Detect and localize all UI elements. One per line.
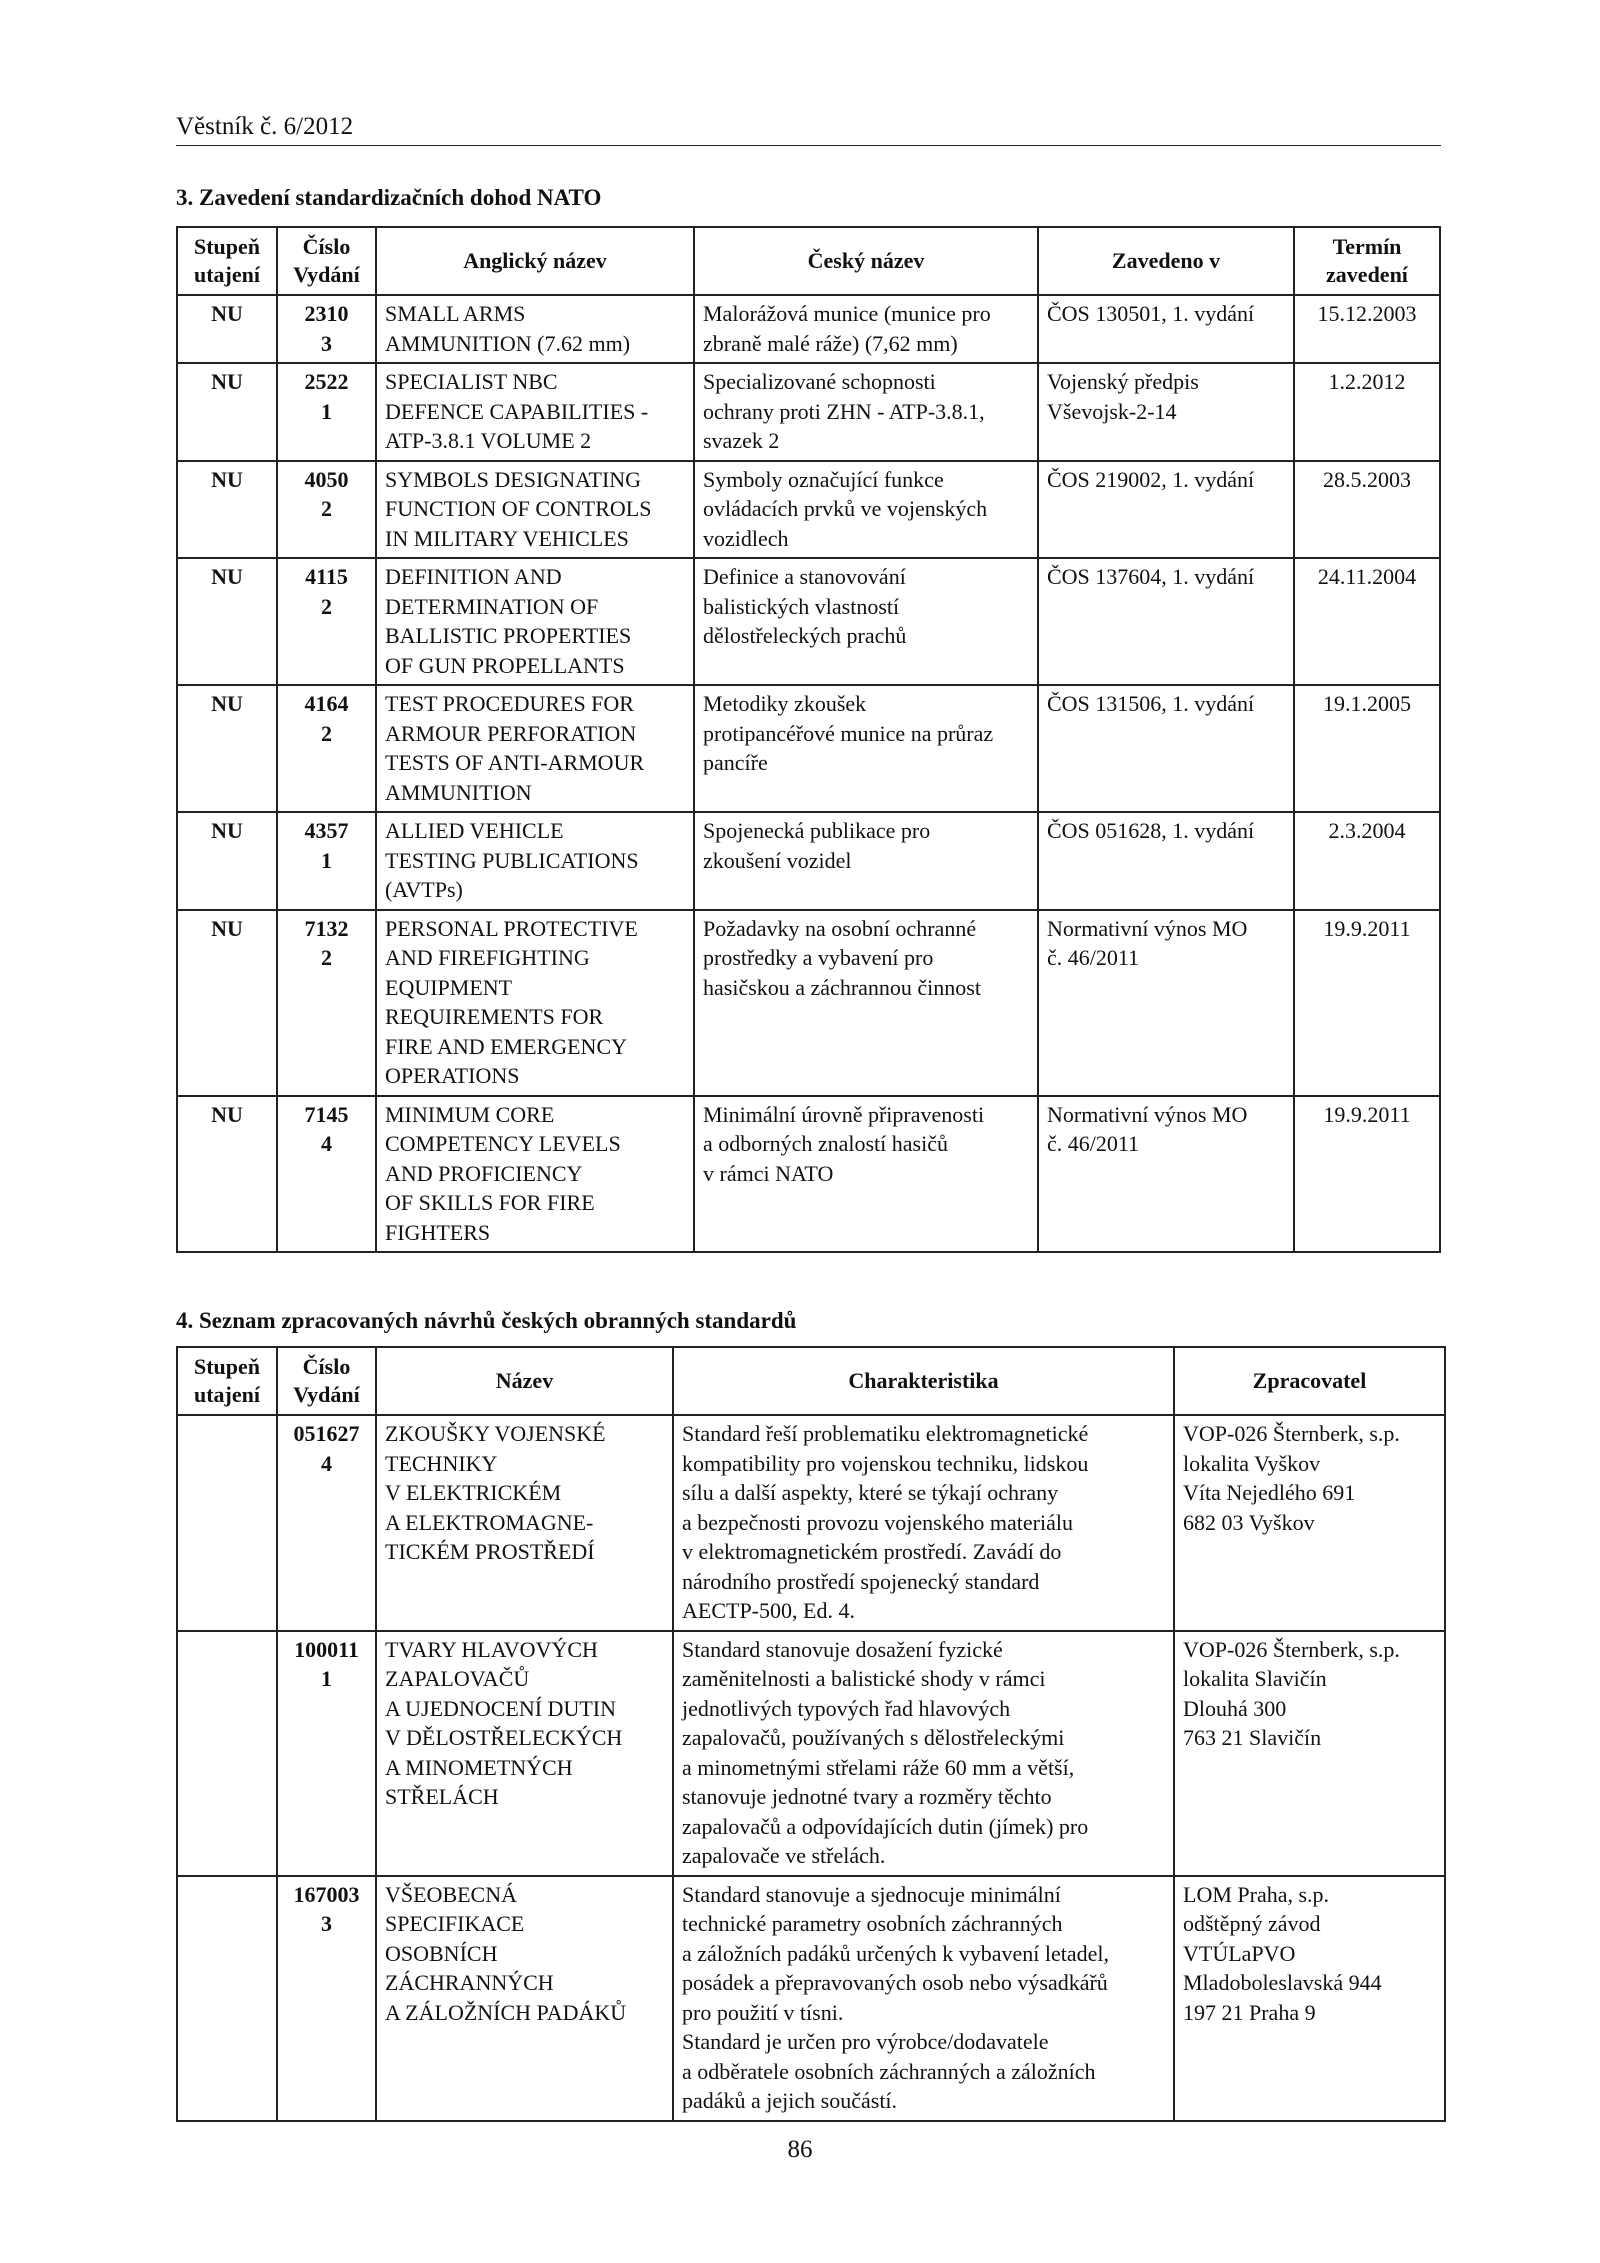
cell-cislo: 4357 1 (277, 812, 376, 910)
cell-stupen: NU (177, 1096, 277, 1253)
table-row (177, 812, 1440, 910)
cell-nazev: ZKOUŠKY VOJENSKÉ TECHNIKY V ELEKTRICKÉM A ELEKTROMAGNE- TICKÉM PROSTŘEDÍ (376, 1415, 673, 1631)
table-row (177, 1415, 1445, 1631)
cell-anglicky: SPECIALIST NBC DEFENCE CAPABILITIES - ATP-3.8.1 VOLUME 2 (376, 363, 694, 461)
cell-anglicky: DEFINITION AND DETERMINATION OF BALLISTIC PROPERTIES OF GUN PROPELLANTS (376, 558, 694, 685)
cell-cislo: 100011 1 (277, 1631, 376, 1876)
cell-cislo: 7145 4 (277, 1096, 376, 1253)
cell-zpracovatel: VOP-026 Šternberk, s.p. lokalita Slavičín Dlouhá 300 763 21 Slavičín (1174, 1631, 1445, 1876)
cell-anglicky: MINIMUM CORE COMPETENCY LEVELS AND PROFICIENCY OF SKILLS FOR FIRE FIGHTERS (376, 1096, 694, 1253)
table-header-row (177, 1347, 1445, 1415)
cell-cesky: Spojenecká publikace pro zkoušení vozidel (694, 812, 1038, 910)
cell-zavedeno: ČOS 137604, 1. vydání (1038, 558, 1294, 685)
cell-stupen (177, 1631, 277, 1876)
col-header-cislo: Číslo Vydání (277, 227, 376, 295)
col-header-nazev: Název (376, 1347, 673, 1415)
cell-cislo: 167003 3 (277, 1876, 376, 2121)
cell-anglicky: PERSONAL PROTECTIVE AND FIREFIGHTING EQUIPMENT REQUIREMENTS FOR FIRE AND EMERGENCY OPERATIONS (376, 910, 694, 1096)
cell-charakteristika: Standard řeší problematiku elektromagnetické kompatibility pro vojenskou techniku, lidskou sílu a další aspekty, které se týkají ochrany a bezpečnosti provozu vojenského materiálu v elektromagnetickém prostředí. Zavádí do národního prostředí spojenecký standard AECTP-500, Ed. 4. (673, 1415, 1174, 1631)
col-header-charakteristika: Charakteristika (673, 1347, 1174, 1415)
section-4-title: 4. Seznam zpracovaných návrhů českých obranných standardů (176, 1308, 797, 1333)
cell-cislo: 2310 3 (277, 295, 376, 363)
cell-termin: 19.1.2005 (1294, 685, 1440, 812)
cell-stupen: NU (177, 363, 277, 461)
col-header-cislo: Číslo Vydání (277, 1347, 376, 1415)
cell-cesky: Specializované schopnosti ochrany proti ZHN - ATP-3.8.1, svazek 2 (694, 363, 1038, 461)
cell-anglicky: SMALL ARMS AMMUNITION (7.62 mm) (376, 295, 694, 363)
cell-cislo: 4115 2 (277, 558, 376, 685)
cell-termin: 1.2.2012 (1294, 363, 1440, 461)
cell-stupen: NU (177, 910, 277, 1096)
page-number: 86 (787, 2136, 813, 2163)
table-row (177, 1096, 1440, 1253)
cell-zpracovatel: VOP-026 Šternberk, s.p. lokalita Vyškov Víta Nejedlého 691 682 03 Vyškov (1174, 1415, 1445, 1631)
cell-zavedeno: Vojenský předpis Vševojsk-2-14 (1038, 363, 1294, 461)
table-row (177, 1876, 1445, 2121)
cell-cesky: Definice a stanovování balistických vlastností dělostřeleckých prachů (694, 558, 1038, 685)
cell-termin: 24.11.2004 (1294, 558, 1440, 685)
cell-cesky: Minimální úrovně připravenosti a odborných znalostí hasičů v rámci NATO (694, 1096, 1038, 1253)
cell-zavedeno: ČOS 051628, 1. vydání (1038, 812, 1294, 910)
cell-anglicky: TEST PROCEDURES FOR ARMOUR PERFORATION TESTS OF ANTI-ARMOUR AMMUNITION (376, 685, 694, 812)
cell-stupen: NU (177, 295, 277, 363)
col-header-stupen: Stupeň utajení (177, 1347, 277, 1415)
cell-charakteristika: Standard stanovuje dosažení fyzické zaměnitelnosti a balistické shody v rámci jednotlivých typových řad hlavových zapalovačů, používaných s dělostřeleckými a minometnými střelami ráže 60 mm a větší, stanovuje jednotné tvary a rozměry těchto zapalovačů a odpovídajících dutin (jímek) pro zapalovače ve střelách. (673, 1631, 1174, 1876)
col-header-cesky: Český název (694, 227, 1038, 295)
col-header-anglicky: Anglický název (376, 227, 694, 295)
page-header (176, 112, 1441, 146)
cell-nazev: VŠEOBECNÁ SPECIFIKACE OSOBNÍCH ZÁCHRANNÝCH A ZÁLOŽNÍCH PADÁKŮ (376, 1876, 673, 2121)
cell-termin: 19.9.2011 (1294, 1096, 1440, 1253)
cell-termin: 19.9.2011 (1294, 910, 1440, 1096)
cell-stupen: NU (177, 461, 277, 559)
cell-cislo: 7132 2 (277, 910, 376, 1096)
cell-stupen: NU (177, 812, 277, 910)
cell-cislo: 2522 1 (277, 363, 376, 461)
cell-zavedeno: Normativní výnos MO č. 46/2011 (1038, 910, 1294, 1096)
col-header-zavedeno: Zavedeno v (1038, 227, 1294, 295)
cell-termin: 28.5.2003 (1294, 461, 1440, 559)
cell-charakteristika: Standard stanovuje a sjednocuje minimální technické parametry osobních záchranných a záložních padáků určených k vybavení letadel, posádek a přepravovaných osob nebo výsadkářů pro použití v tísni. Standard je určen pro výrobce/dodavatele a odběratele osobních záchranných a záložních padáků a jejich součástí. (673, 1876, 1174, 2121)
cell-stupen (177, 1876, 277, 2121)
table-row (177, 558, 1440, 685)
cell-nazev: TVARY HLAVOVÝCH ZAPALOVAČŮ A UJEDNOCENÍ DUTIN V DĚLOSTŘELECKÝCH A MINOMETNÝCH STŘELÁCH (376, 1631, 673, 1876)
czech-standards-table (176, 1346, 1446, 2122)
cell-termin: 2.3.2004 (1294, 812, 1440, 910)
table-row (177, 295, 1440, 363)
col-header-termin: Termín zavedení (1294, 227, 1440, 295)
cell-zavedeno: ČOS 131506, 1. vydání (1038, 685, 1294, 812)
cell-zavedeno: Normativní výnos MO č. 46/2011 (1038, 1096, 1294, 1253)
cell-zavedeno: ČOS 219002, 1. vydání (1038, 461, 1294, 559)
col-header-stupen: Stupeň utajení (177, 227, 277, 295)
cell-cislo: 4050 2 (277, 461, 376, 559)
cell-cesky: Malorážová munice (munice pro zbraně malé ráže) (7,62 mm) (694, 295, 1038, 363)
section-3-title: 3. Zavedení standardizačních dohod NATO (176, 185, 602, 210)
table-row (177, 461, 1440, 559)
cell-cesky: Požadavky na osobní ochranné prostředky a vybavení pro hasičskou a záchrannou činnost (694, 910, 1038, 1096)
cell-stupen (177, 1415, 277, 1631)
journal-title: Věstník č. 6/2012 (176, 113, 354, 140)
cell-zavedeno: ČOS 130501, 1. vydání (1038, 295, 1294, 363)
cell-zpracovatel: LOM Praha, s.p. odštěpný závod VTÚLaPVO Mladoboleslavská 944 197 21 Praha 9 (1174, 1876, 1445, 2121)
nato-standards-table (176, 226, 1441, 1253)
table-row (177, 1631, 1445, 1876)
cell-stupen: NU (177, 685, 277, 812)
table-header-row (177, 227, 1440, 295)
cell-anglicky: ALLIED VEHICLE TESTING PUBLICATIONS (AVTPs) (376, 812, 694, 910)
table-row (177, 910, 1440, 1096)
cell-stupen: NU (177, 558, 277, 685)
cell-termin: 15.12.2003 (1294, 295, 1440, 363)
table-row (177, 685, 1440, 812)
cell-anglicky: SYMBOLS DESIGNATING FUNCTION OF CONTROLS IN MILITARY VEHICLES (376, 461, 694, 559)
cell-cesky: Metodiky zkoušek protipancéřové munice na průraz pancíře (694, 685, 1038, 812)
cell-cislo: 051627 4 (277, 1415, 376, 1631)
col-header-zpracovatel: Zpracovatel (1174, 1347, 1445, 1415)
cell-cesky: Symboly označující funkce ovládacích prvků ve vojenských vozidlech (694, 461, 1038, 559)
table-row (177, 363, 1440, 461)
cell-cislo: 4164 2 (277, 685, 376, 812)
